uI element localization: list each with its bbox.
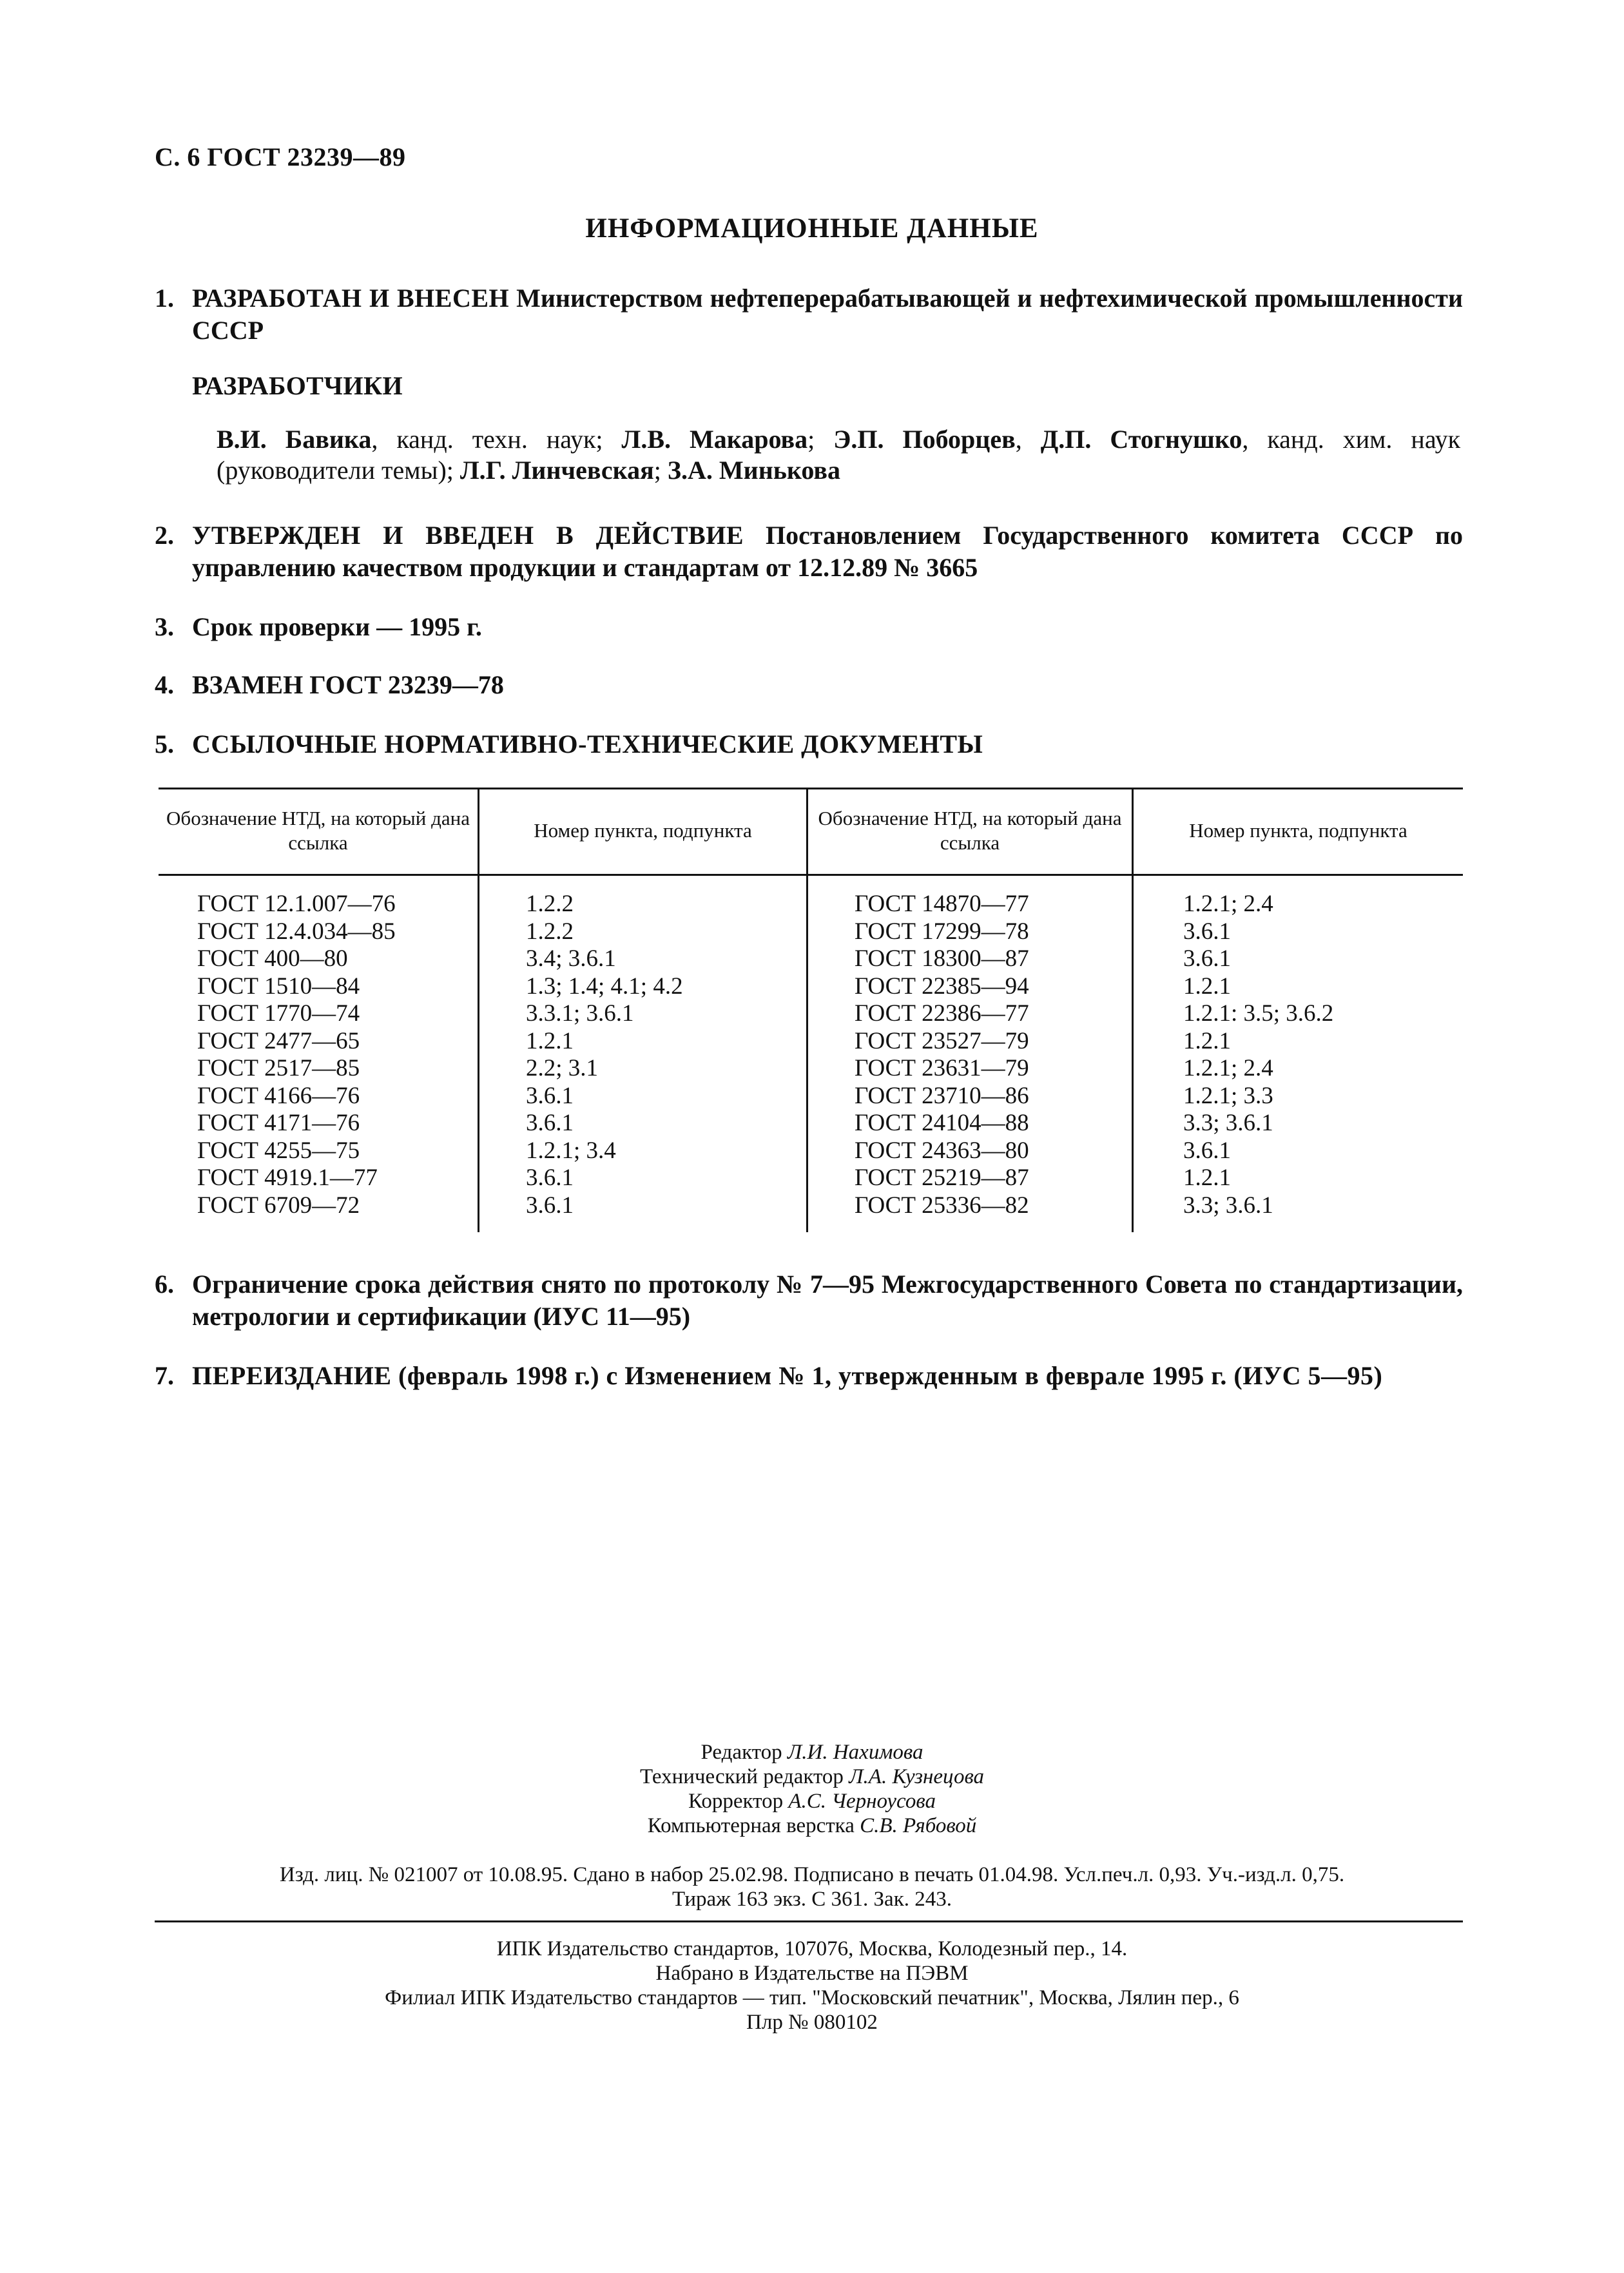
item-text: Ограничение срока действия снято по протоколу № 7—95 Межгосударственного Совета по стандартизации, метрологии и сертификации (ИУС 11—95) — [192, 1270, 1463, 1331]
item-1 — [155, 282, 1463, 347]
table-cell-document: ГОСТ 12.4.034—85 — [197, 918, 396, 945]
table-cell-document: ГОСТ 400—80 — [197, 945, 348, 972]
table-cell-document: ГОСТ 24363—80 — [855, 1137, 1029, 1164]
staff-name: А.С. Черноусова — [788, 1790, 936, 1813]
item-number: 2. — [155, 521, 174, 550]
item-text: ПЕРЕИЗДАНИЕ (февраль 1998 г.) с Изменением № 1, утвержденным в феврале 1995 г. (ИУС 5—95) — [192, 1361, 1383, 1390]
staff-line — [0, 1789, 1624, 1814]
developer-name: Л.В. Макарова — [621, 425, 808, 454]
table-header-cell: Номер пункта, подпункта — [534, 819, 752, 842]
developer-note: , канд. хим. наук (руководители темы); — [217, 425, 1460, 485]
table-cell-document: ГОСТ 24104—88 — [855, 1110, 1029, 1136]
developer-note: , — [1015, 425, 1041, 454]
item-4 — [155, 669, 1463, 701]
table-cell-point: 3.4; 3.6.1 — [526, 945, 616, 972]
developer-note: , канд. техн. наук; — [371, 425, 622, 454]
table-cell-point: 3.6.1 — [1183, 1137, 1231, 1164]
imprint-rule — [155, 1920, 1463, 1922]
item-text: ССЫЛОЧНЫЕ НОРМАТИВНО-ТЕХНИЧЕСКИЕ ДОКУМЕНТЫ — [192, 730, 983, 759]
developer-name: Л.Г. Линчевская — [459, 456, 654, 485]
table-cell-point: 1.2.2 — [526, 891, 574, 917]
item-number: 7. — [155, 1361, 174, 1390]
item-number: 3. — [155, 612, 174, 641]
table-cell-point: 3.6.1 — [1183, 945, 1231, 972]
item-number: 6. — [155, 1270, 174, 1299]
table-cell-document: ГОСТ 18300—87 — [855, 945, 1029, 972]
developer-name: Д.П. Стогнушко — [1040, 425, 1242, 454]
staff-role: Корректор — [688, 1790, 784, 1813]
table-cell-document: ГОСТ 1770—74 — [197, 1000, 360, 1027]
table-cell-point: 1.2.1; 3.3 — [1183, 1082, 1273, 1109]
item-number: 1. — [155, 284, 174, 313]
table-column-doc-right — [855, 891, 1029, 1219]
developer-note: ; — [653, 456, 668, 485]
table-cell-document: ГОСТ 23631—79 — [855, 1055, 1029, 1081]
table-header-cell: Обозначение НТД, на который дана ссылка — [166, 807, 470, 854]
staff-line — [0, 1814, 1624, 1838]
table-cell-document: ГОСТ 22385—94 — [855, 972, 1029, 1000]
developers-list — [217, 424, 1460, 486]
print-info-line: Изд. лиц. № 021007 от 10.08.95. Сдано в набор 25.02.98. Подписано в печать 01.04.98. Усл.печ.л. 0,93. Уч.-изд.л. 0,75. — [279, 1863, 1345, 1886]
publisher-line: ИПК Издательство стандартов, 107076, Москва, Колодезный пер., 14. — [496, 1937, 1128, 1960]
table-cell-point: 1.2.1 — [526, 1027, 574, 1054]
developer-note: ; — [807, 425, 834, 454]
publisher-line: Филиал ИПК Издательство стандартов — тип. "Московский печатник", Москва, Лялин пер., 6 — [385, 1986, 1239, 2009]
staff-name: С.В. Рябовой — [860, 1814, 977, 1837]
table-cell-document: ГОСТ 12.1.007—76 — [197, 891, 396, 917]
table-cell-document: ГОСТ 6709—72 — [197, 1192, 360, 1219]
table-header-cell: Номер пункта, подпункта — [1189, 819, 1407, 842]
table-cell-document: ГОСТ 1510—84 — [197, 972, 360, 1000]
table-cell-document: ГОСТ 25219—87 — [855, 1165, 1029, 1191]
table-cell-document: ГОСТ 23710—86 — [855, 1082, 1029, 1109]
item-7 — [155, 1360, 1463, 1392]
item-text: Срок проверки — 1995 г. — [192, 612, 482, 641]
table-column-doc-left — [197, 891, 396, 1219]
table-cell-point: 1.2.1 — [1183, 972, 1231, 1000]
developers-heading: РАЗРАБОТЧИКИ — [192, 371, 403, 400]
staff-line — [0, 1765, 1624, 1789]
reference-table — [159, 788, 1463, 1232]
staff-role: Технический редактор — [639, 1765, 844, 1788]
table-column-point-right — [1183, 891, 1333, 1219]
staff-name: Л.А. Кузнецова — [849, 1765, 985, 1788]
staff-name: Л.И. Нахимова — [787, 1741, 923, 1764]
item-lead: УТВЕРЖДЕН И ВВЕДЕН В ДЕЙСТВИЕ — [192, 521, 744, 550]
staff-role: Компьютерная верстка — [647, 1814, 855, 1837]
item-lead: РАЗРАБОТАН И ВНЕСЕН — [192, 284, 510, 313]
table-cell-point: 3.6.1 — [526, 1192, 574, 1219]
table-cell-point: 1.3; 1.4; 4.1; 4.2 — [526, 972, 683, 1000]
publisher-info — [0, 1937, 1624, 2035]
table-cell-document: ГОСТ 22386—77 — [855, 1000, 1029, 1027]
section-title: ИНФОРМАЦИОННЫЕ ДАННЫЕ — [585, 213, 1039, 244]
table-cell-document: ГОСТ 17299—78 — [855, 918, 1029, 945]
table-cell-document: ГОСТ 4255—75 — [197, 1137, 360, 1164]
table-cell-point: 3.6.1 — [526, 1165, 574, 1191]
staff-credits — [0, 1740, 1624, 1838]
table-cell-document: ГОСТ 14870—77 — [855, 891, 1029, 917]
table-cell-point: 3.3; 3.6.1 — [1183, 1192, 1273, 1219]
item-number: 4. — [155, 670, 174, 699]
print-info-line: Тираж 163 экз. С 361. Зак. 243. — [672, 1888, 952, 1911]
table-cell-point: 1.2.1: 3.5; 3.6.2 — [1183, 1000, 1334, 1027]
staff-role: Редактор — [701, 1741, 782, 1764]
publisher-line: Плр № 080102 — [746, 2011, 878, 2034]
print-info — [0, 1862, 1624, 1911]
item-6 — [155, 1268, 1463, 1333]
table-cell-point: 3.6.1 — [526, 1110, 574, 1136]
table-cell-point: 1.2.1; 3.4 — [526, 1137, 616, 1164]
item-text: ВЗАМЕН ГОСТ 23239—78 — [192, 670, 504, 699]
table-cell-document: ГОСТ 23527—79 — [855, 1027, 1029, 1054]
table-cell-document: ГОСТ 2477—65 — [197, 1027, 360, 1054]
item-5 — [155, 728, 1463, 760]
staff-line — [0, 1740, 1624, 1765]
table-header-cell: Обозначение НТД, на который дана ссылка — [818, 807, 1122, 854]
table-cell-point: 2.2; 3.1 — [526, 1055, 599, 1081]
item-2 — [155, 519, 1463, 584]
table-cell-point: 1.2.1 — [1183, 1027, 1231, 1054]
table-cell-point: 1.2.2 — [526, 918, 574, 945]
developer-name: В.И. Бавика — [217, 425, 372, 454]
developer-name: З.А. Минькова — [667, 456, 841, 485]
developer-name: Э.П. Поборцев — [833, 425, 1016, 454]
table-cell-document: ГОСТ 4919.1—77 — [197, 1165, 378, 1191]
table-cell-point: 1.2.1; 2.4 — [1183, 891, 1273, 917]
item-3 — [155, 611, 1463, 643]
page-header: С. 6 ГОСТ 23239—89 — [155, 142, 406, 171]
item-text: Министерством нефтеперерабатывающей и нефтехимической промышленности СССР — [192, 284, 1463, 345]
table-header-rule — [159, 874, 1463, 876]
table-cell-document: ГОСТ 25336—82 — [855, 1192, 1029, 1219]
table-cell-point: 3.6.1 — [1183, 918, 1231, 945]
table-cell-document: ГОСТ 4171—76 — [197, 1110, 360, 1136]
item-text: Постановлением Государственного комитета СССР по управлению качеством продукции и стандартам от 12.12.89 № 3665 — [192, 521, 1464, 582]
table-cell-point: 1.2.1 — [1183, 1165, 1231, 1191]
table-cell-point: 3.6.1 — [526, 1082, 574, 1109]
table-cell-document: ГОСТ 4166—76 — [197, 1082, 360, 1109]
table-cell-point: 3.3.1; 3.6.1 — [526, 1000, 634, 1027]
table-cell-document: ГОСТ 2517—85 — [197, 1055, 360, 1081]
table-column-point-left — [526, 891, 683, 1219]
table-cell-point: 3.3; 3.6.1 — [1183, 1110, 1273, 1136]
item-number: 5. — [155, 730, 174, 759]
publisher-line: Набрано в Издательстве на ПЭВМ — [655, 1962, 969, 1985]
table-cell-point: 1.2.1; 2.4 — [1183, 1055, 1273, 1081]
